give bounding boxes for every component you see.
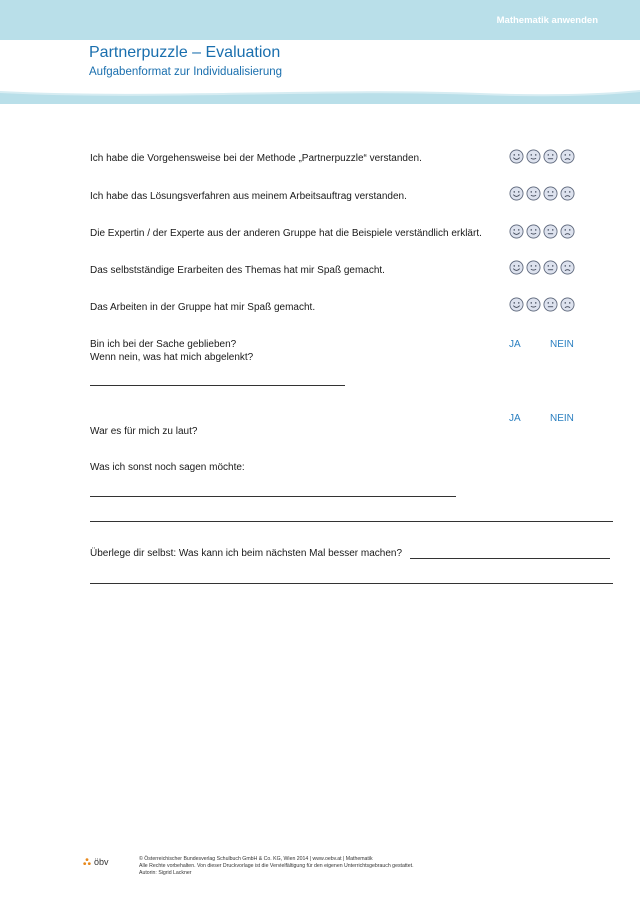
yes-option-1[interactable]: JA: [509, 339, 521, 350]
comment-line-1[interactable]: [90, 496, 456, 497]
happy-smiley-icon[interactable]: [526, 224, 541, 239]
question-5: Das Arbeiten in der Gruppe hat mir Spaß gemacht.: [90, 302, 316, 313]
neutral-smiley-icon[interactable]: [543, 260, 558, 275]
very-happy-smiley-icon[interactable]: [509, 297, 524, 312]
yes-option-2[interactable]: JA: [509, 413, 521, 424]
rating-row-3[interactable]: [509, 224, 575, 239]
reflect-line-2[interactable]: [90, 583, 613, 584]
logo-text: öbv: [94, 857, 109, 867]
question-2: Ich habe das Lösungsverfahren aus meinem Arbeitsauftrag verstanden.: [90, 191, 407, 202]
reflect-label: Überlege dir selbst: Was kann ich beim nächsten Mal besser machen?: [90, 548, 403, 559]
logo-mark-icon: [83, 858, 91, 866]
publisher-logo: [83, 857, 109, 867]
no-option-1[interactable]: NEIN: [550, 339, 574, 350]
subject-tag: Mathematik anwenden: [496, 15, 598, 26]
comment-line-2[interactable]: [90, 521, 613, 522]
neutral-smiley-icon[interactable]: [543, 297, 558, 312]
page-subtitle: Aufgabenformat zur Individualisierung: [89, 66, 283, 78]
rating-row-2[interactable]: [509, 186, 575, 201]
yesno-question-1a: Bin ich bei der Sache geblieben?: [90, 339, 237, 350]
footer-line-3: Autorin: Sigrid Lackner: [139, 870, 192, 876]
question-4: Das selbstständige Erarbeiten des Themas hat mir Spaß gemacht.: [90, 265, 385, 276]
happy-smiley-icon[interactable]: [526, 149, 541, 164]
yesno-question-2: War es für mich zu laut?: [90, 426, 198, 437]
page-title: Partnerpuzzle – Evaluation: [89, 44, 281, 61]
very-happy-smiley-icon[interactable]: [509, 260, 524, 275]
comment-label: Was ich sonst noch sagen möchte:: [90, 462, 245, 473]
reflect-line-1[interactable]: [410, 558, 610, 559]
rating-row-1[interactable]: [509, 149, 575, 164]
neutral-smiley-icon[interactable]: [543, 149, 558, 164]
very-happy-smiley-icon[interactable]: [509, 224, 524, 239]
sad-smiley-icon[interactable]: [560, 297, 575, 312]
question-1: Ich habe die Vorgehensweise bei der Methode „Partnerpuzzle“ verstanden.: [90, 153, 422, 164]
happy-smiley-icon[interactable]: [526, 186, 541, 201]
sad-smiley-icon[interactable]: [560, 186, 575, 201]
rating-row-4[interactable]: [509, 260, 575, 275]
neutral-smiley-icon[interactable]: [543, 186, 558, 201]
sad-smiley-icon[interactable]: [560, 260, 575, 275]
question-3: Die Expertin / der Experte aus der anderen Gruppe hat die Beispiele verständlich erklärt.: [90, 228, 482, 239]
happy-smiley-icon[interactable]: [526, 260, 541, 275]
footer-line-2: Alle Rechte vorbehalten. Von dieser Druckvorlage ist die Vervielfältigung für den eigenen Unterrichtsgebrauch gestattet.: [139, 863, 414, 869]
footer-copyright: [139, 856, 414, 877]
rating-row-5[interactable]: [509, 297, 575, 312]
sad-smiley-icon[interactable]: [560, 224, 575, 239]
sad-smiley-icon[interactable]: [560, 149, 575, 164]
footer-line-1: © Österreichischer Bundesverlag Schulbuch GmbH & Co. KG, Wien 2014 | www.oebv.at | Mathematik: [139, 856, 373, 862]
no-option-2[interactable]: NEIN: [550, 413, 574, 424]
neutral-smiley-icon[interactable]: [543, 224, 558, 239]
happy-smiley-icon[interactable]: [526, 297, 541, 312]
very-happy-smiley-icon[interactable]: [509, 149, 524, 164]
header-wave: [0, 88, 640, 104]
answer-line-distraction[interactable]: [90, 385, 345, 386]
yesno-question-1b: Wenn nein, was hat mich abgelenkt?: [90, 352, 254, 363]
very-happy-smiley-icon[interactable]: [509, 186, 524, 201]
